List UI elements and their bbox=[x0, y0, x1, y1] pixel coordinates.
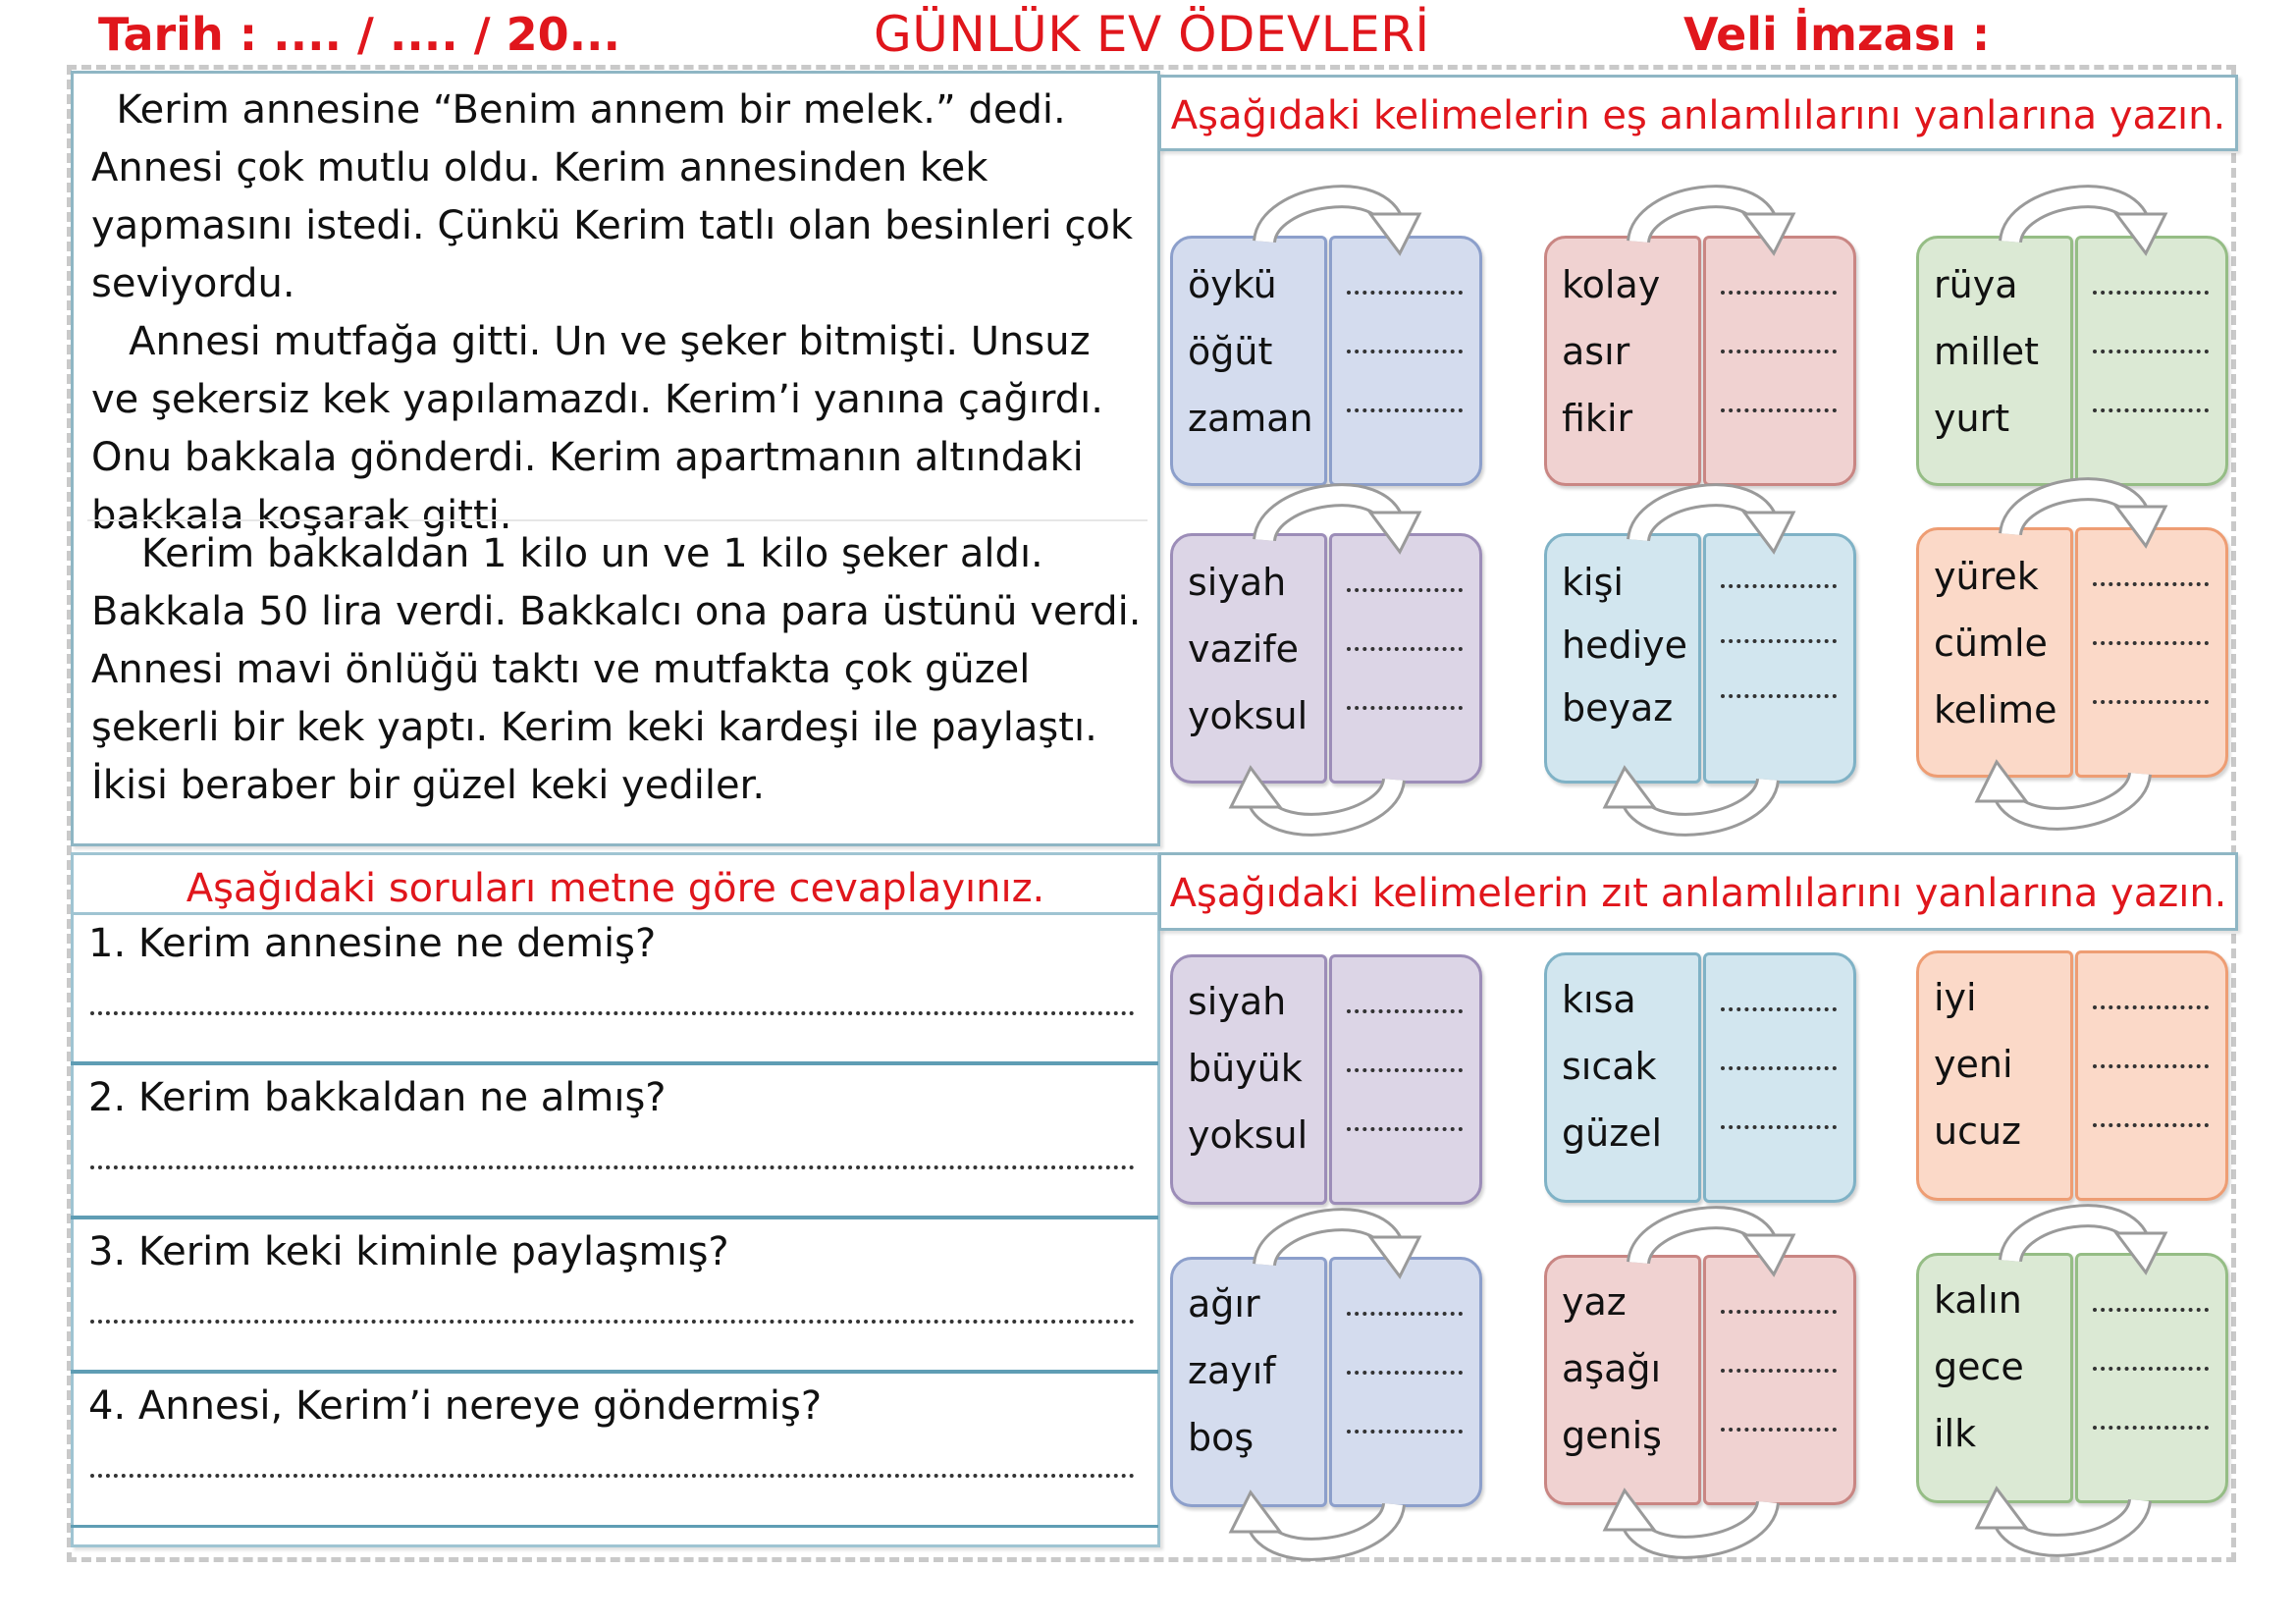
curved-arrow-icon bbox=[1264, 196, 1419, 253]
question-text: 2. Kerim bakkaldan ne almış? bbox=[88, 1075, 667, 1120]
card-word: iyi bbox=[1934, 976, 1977, 1019]
card-word: ucuz bbox=[1934, 1110, 2022, 1153]
card-word: cümle bbox=[1934, 622, 2048, 665]
curved-arrow-icon bbox=[2010, 1216, 2165, 1272]
card-word: yoksul bbox=[1188, 1113, 1308, 1157]
synonyms-heading: Aşağıdaki kelimelerin eş anlamlılarını yanlarına yazın. bbox=[1158, 75, 2238, 151]
card-word: kişi bbox=[1562, 561, 1624, 604]
curved-arrow-icon bbox=[1605, 768, 1768, 825]
card-word: gece bbox=[1934, 1345, 2024, 1388]
curved-arrow-icon bbox=[1638, 1218, 1793, 1274]
card-word: yaz bbox=[1562, 1280, 1627, 1324]
signature-label: Veli İmzası : bbox=[1683, 8, 1991, 61]
card-word: rüya bbox=[1934, 263, 2018, 306]
antonyms-heading: Aşağıdaki kelimelerin zıt anlamlılarını yanlarına yazın. bbox=[1158, 852, 2238, 931]
card-word: yurt bbox=[1934, 397, 2010, 440]
card-word: boş bbox=[1188, 1416, 1255, 1459]
card-word: fikir bbox=[1562, 397, 1633, 440]
question-text: 1. Kerim annesine ne demiş? bbox=[88, 921, 657, 966]
card-word: öykü bbox=[1188, 263, 1277, 306]
card-word: zayıf bbox=[1188, 1349, 1276, 1392]
story-paragraph-2: Annesi mutfağa gitti. Un ve şeker bitmişti. Unsuz ve şekersiz kek yapılamazdı. Kerim’i yanına çağırdı. Onu bakkala gönderdi. Kerim apartmanın altındaki bakkala koşarak gitti. bbox=[91, 319, 1103, 538]
curved-arrow-icon bbox=[1231, 768, 1394, 825]
card-word: ağır bbox=[1188, 1282, 1260, 1326]
question-text: 3. Kerim keki kiminle paylaşmış? bbox=[88, 1229, 729, 1274]
card-word: kolay bbox=[1562, 263, 1661, 306]
card-word: yoksul bbox=[1188, 694, 1308, 737]
card-word: beyaz bbox=[1562, 686, 1674, 730]
question-text: 4. Annesi, Kerim’i nereye göndermiş? bbox=[88, 1383, 823, 1429]
card-word: yeni bbox=[1934, 1043, 2013, 1086]
card-word: siyah bbox=[1188, 561, 1287, 604]
card-word: yürek bbox=[1934, 555, 2039, 598]
questions-heading: Aşağıdaki soruları metne göre cevaplayınız. bbox=[74, 855, 1157, 915]
curved-arrow-icon bbox=[1977, 762, 2140, 819]
page-title: GÜNLÜK EV ÖDEVLERİ bbox=[874, 6, 1430, 63]
card-word: millet bbox=[1934, 330, 2039, 373]
story-paragraph-3: Kerim bakkaldan 1 kilo un ve 1 kilo şeker aldı. Bakkala 50 lira verdi. Bakkalcı ona para üstünü verdi. Annesi mavi önlüğü taktı ve mutfakta çok güzel şekerli bir kek yaptı. Kerim keki kardeşi ile paylaştı. İkisi beraber bir güzel keki yediler. bbox=[91, 531, 1142, 808]
curved-arrow-icon bbox=[1605, 1490, 1768, 1547]
card-word: güzel bbox=[1562, 1111, 1663, 1155]
card-word: kalın bbox=[1934, 1278, 2022, 1322]
date-label: Tarih : .... / .... / 20... bbox=[98, 8, 621, 61]
card-word: büyük bbox=[1188, 1047, 1303, 1090]
curved-arrow-icon bbox=[1231, 1492, 1394, 1549]
card-word: hediye bbox=[1562, 623, 1688, 667]
card-word: geniş bbox=[1562, 1414, 1662, 1457]
curved-arrow-icon bbox=[1638, 495, 1793, 552]
card-word: aşağı bbox=[1562, 1347, 1662, 1390]
card-word: öğüt bbox=[1188, 330, 1273, 373]
card-word: siyah bbox=[1188, 980, 1287, 1023]
card-word: vazife bbox=[1188, 627, 1300, 671]
curved-arrow-icon bbox=[2010, 196, 2165, 253]
card-word: kelime bbox=[1934, 688, 2057, 731]
curved-arrow-icon bbox=[1638, 196, 1793, 253]
card-word: kısa bbox=[1562, 978, 1636, 1021]
story-paragraph-1: Kerim annesine “Benim annem bir melek.” dedi. Annesi çok mutlu oldu. Kerim annesinden kek yapmasını istedi. Çünkü Kerim tatlı olan besinleri çok seviyordu. bbox=[91, 87, 1133, 306]
card-word: zaman bbox=[1188, 397, 1313, 440]
curved-arrow-icon bbox=[1977, 1489, 2140, 1545]
card-word: sıcak bbox=[1562, 1045, 1657, 1088]
card-word: asır bbox=[1562, 330, 1630, 373]
curved-arrow-icon bbox=[1264, 495, 1419, 552]
curved-arrow-icon bbox=[1264, 1219, 1419, 1276]
curved-arrow-icon bbox=[2010, 489, 2165, 546]
card-word: ilk bbox=[1934, 1412, 1977, 1455]
